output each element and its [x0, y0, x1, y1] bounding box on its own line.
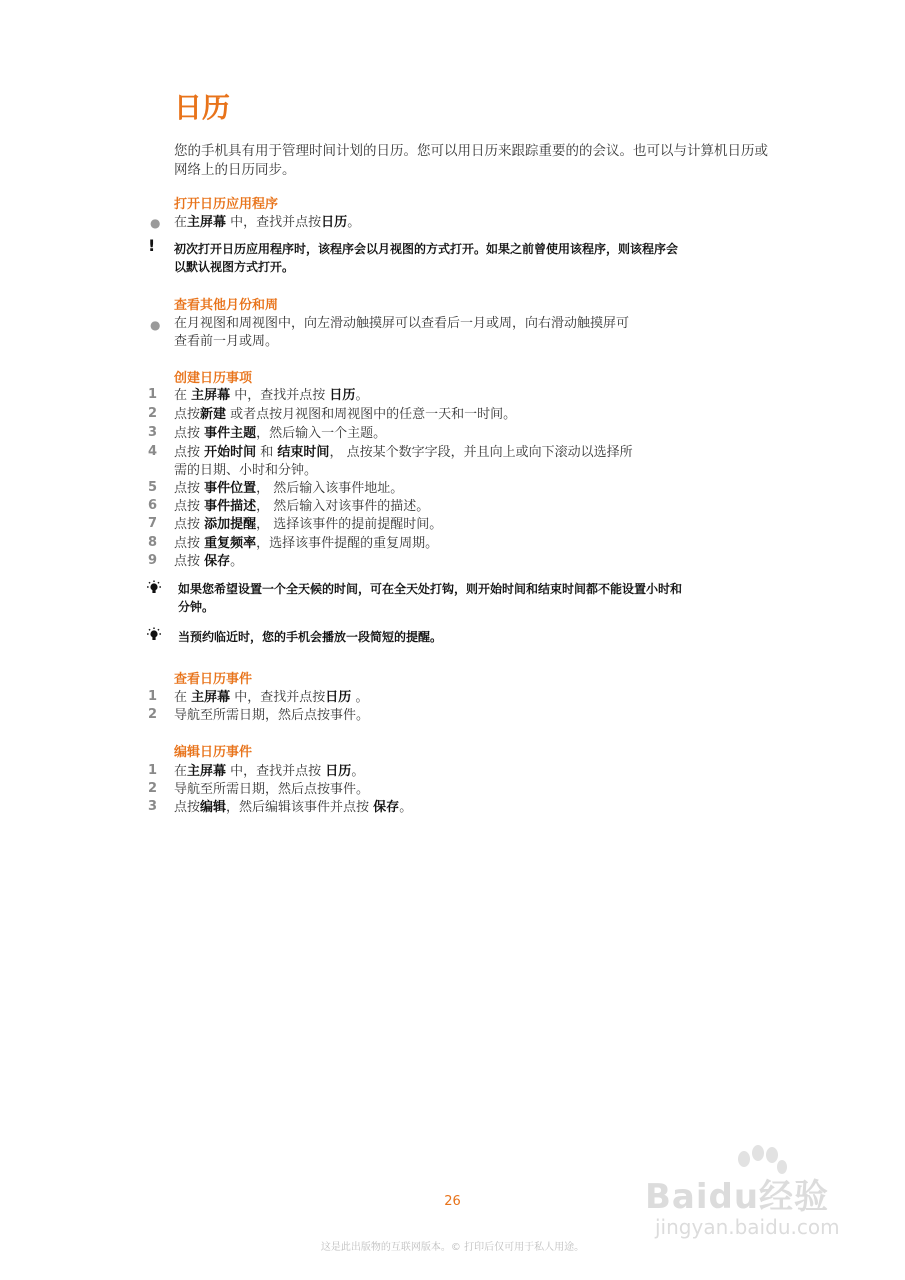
edit-event-step-1: 在主屏幕 中，查找并点按 日历。	[174, 764, 365, 779]
step-number: 1	[148, 387, 158, 402]
step-number: 7	[148, 516, 158, 531]
step-number: 3	[148, 799, 158, 814]
heading-open-calendar: 打开日历应用程序	[174, 197, 279, 212]
footer-notice: 这是此出版物的互联网版本。© 打印后仅可用于私人用途。	[320, 1242, 585, 1253]
heading-edit-event: 编辑日历事件	[174, 745, 253, 760]
edit-event-step-2: 导航至所需日期，然后点按事件。	[174, 782, 370, 797]
step-number: 8	[148, 535, 158, 550]
exclamation-icon: !	[148, 236, 156, 255]
view-event-step-2: 导航至所需日期，然后点按事件。	[174, 708, 370, 723]
step-number: 6	[148, 498, 158, 513]
heading-create-event: 创建日历事项	[174, 371, 253, 386]
lightbulb-icon	[146, 627, 162, 643]
view-event-step-1: 在 主屏幕 中，查找并点按日历 。	[174, 690, 369, 705]
watermark-brand: Baidu经验	[645, 1177, 830, 1217]
lightbulb-icon	[146, 580, 162, 596]
page-number: 26	[444, 1194, 461, 1209]
create-step-6: 点按 事件描述， 然后输入对该事件的描述。	[174, 499, 430, 514]
page-title: 日历	[174, 91, 231, 124]
tip-reminder: 当预约临近时，您的手机会播放一段简短的提醒。	[178, 630, 443, 644]
create-step-4: 点按 开始时间 和 结束时间， 点按某个数字字段，并且向上或向下滚动以选择所 需的日期、小时和分钟。	[174, 445, 633, 478]
view-step: 在月视图和周视图中，向左滑动触摸屏可以查看后一月或周，向右滑动触摸屏可 查看前一月或周。	[174, 316, 630, 349]
step-number: 3	[148, 425, 158, 440]
heading-view-event: 查看日历事件	[174, 672, 253, 687]
open-note: 初次打开日历应用程序时，该程序会以月视图的方式打开。如果之前曾使用该程序，则该程序会 以默认视图方式打开。	[174, 242, 679, 274]
step-number: 2	[148, 707, 158, 722]
watermark-url: jingyan.baidu.com	[655, 1215, 840, 1239]
create-step-2: 点按新建 或者点按月视图和周视图中的任意一天和一时间。	[174, 407, 517, 422]
create-step-8: 点按 重复频率，选择该事件提醒的重复周期。	[174, 536, 439, 551]
heading-view-months-weeks: 查看其他月份和周	[174, 298, 279, 313]
step-number: 4	[148, 444, 158, 459]
step-number: 5	[148, 480, 158, 495]
bullet-icon: ●	[150, 216, 161, 230]
step-number: 9	[148, 553, 158, 568]
tip-all-day: 如果您希望设置一个全天候的时间，可在全天处打钩，则开始时间和结束时间都不能设置小时和 分钟。	[178, 582, 683, 614]
intro-paragraph: 您的手机具有用于管理时间计划的日历。您可以用日历来跟踪重要的的会议。也可以与计算机日历或网络上的日历同步。	[174, 143, 768, 178]
step-number: 1	[148, 763, 158, 778]
step-number: 2	[148, 781, 158, 796]
create-step-9: 点按 保存。	[174, 554, 244, 569]
create-step-5: 点按 事件位置， 然后输入该事件地址。	[174, 481, 404, 496]
create-step-7: 点按 添加提醒， 选择该事件的提前提醒时间。	[174, 517, 443, 532]
open-step: 在主屏幕 中，查找并点按日历。	[174, 215, 361, 230]
step-number: 2	[148, 406, 158, 421]
bullet-icon: ●	[150, 318, 161, 332]
create-step-1: 在 主屏幕 中，查找并点按 日历。	[174, 388, 369, 403]
edit-event-step-3: 点按编辑，然后编辑该事件并点按 保存。	[174, 800, 413, 815]
step-number: 1	[148, 689, 158, 704]
create-step-3: 点按 事件主题，然后输入一个主题。	[174, 426, 387, 441]
